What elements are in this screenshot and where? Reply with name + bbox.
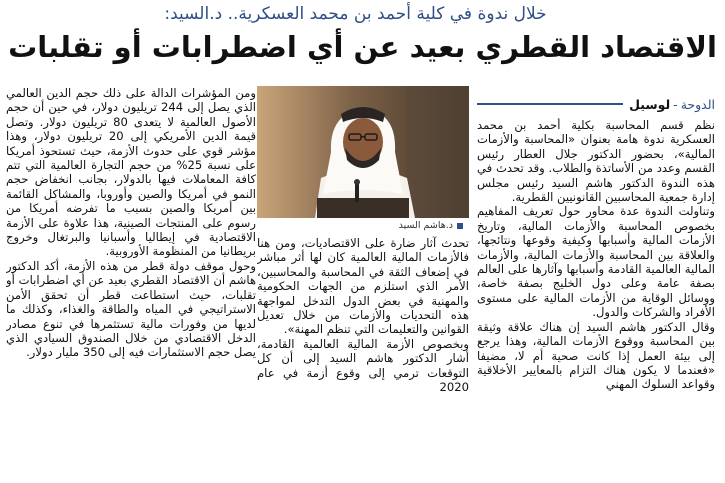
column-right-paragraph-2: وتناولت الندوة عدة محاور حول تعريف المفاهيم بخصوص المحاسبة والأزمات المالية، وتاريخ الأزمات المالية وأسبابها وكيفية وقوعها ونتائجها، والعلاقة بين المحاسبة والأزمات المالية، والأزمات المالية العالمية القادمة وأسبابها وآثارها على العالم بصفة عامة وعلى دول الخليج بصفة خاصة، ووسائل الوقاية من الأزمات المالية على مستوى الأفراد والشركات والدول. <box>477 204 715 320</box>
article-column-middle <box>257 236 469 480</box>
byline-separator: - <box>673 96 678 112</box>
column-right-paragraph-3: وقال الدكتور هاشم السيد إن هناك علاقة وثيقة بين المحاسبة ووقوع الأزمات المالية، وهذا يرجع إلى بيئة العمل إذا كانت صحية أم لا، مضيفا «فعندما لا يكون هناك التزام بالمعايير الأخلاقية وقواعد السلوك المهني <box>477 319 715 392</box>
photo-caption-text: د.هاشم السيد <box>398 220 453 231</box>
speaker-photo <box>257 86 469 218</box>
speaker-photo-illustration <box>257 86 469 218</box>
byline-source: لوسيل <box>629 96 671 112</box>
byline-place: الدوحة <box>680 96 715 112</box>
column-middle-paragraph-1: تحدث آثار ضارة على الاقتصاديات، ومن هنا فالأزمات المالية العالمية كان لها أثر مباشر في إضعاف الثقة في المحاسبة والمحاسبين، الأمر الذي استلزم من الجهات الحكومية والمهنية في بعض الدول التدخل لمواجهة هذه التحديات والأزمات من خلال تعديل القوانين والتعليمات التي تنظم المهنة». <box>257 236 469 337</box>
column-left-paragraph-1: ومن المؤشرات الدالة على ذلك حجم الدين العالمي الذي يصل إلى 244 تريليون دولار، في حين أن حجم الأصول العالمية لا يتعدى 80 تريليون دولار. وتصل قيمة الدين الأمريكي إلى 20 تريليون دولار، وهذا مؤشر قوي على حدوث الأزمة، حيث تستحوذ أمريكا على نسبة 25% من حجم التجارة العالمية التي تتم كافة المعاملات فيها بالدولار، بجانب انخفاض حجم النمو في أمريكا والصين وأوروبا، والمشاكل القائمة بين أمريكا والصين بسبب ما تفرضه أمريكا من رسوم على المنتجات الصينية، هذا علاوة على الأزمة الاقتصادية في إيطاليا وأسبانيا والبرتغال وخروج بريطانيا من المنظومة الأوروبية. <box>6 86 256 259</box>
column-right-paragraph-1: نظم قسم المحاسبة بكلية أحمد بن محمد العسكرية ندوة هامة بعنوان «المحاسبة والأزمات المالية»، بحضور الدكتور جلال العطار رئيس القسم وعدد من الأساتذة والطلاب. وقد تحدث في هذه الندوة الدكتور هاشم السيد رئيس مجلس إدارة جمعية المحاسبين القانونيين القطرية. <box>477 118 715 205</box>
column-left-paragraph-2: وحول موقف دولة قطر من هذه الأزمة، أكد الدكتور هاشم أن الاقتصاد القطري بعيد عن أي اضطرابات أو تقلبات، حيث استطاعت قطر أن تحقق الأمن الاستراتيجي في المياه والطاقة والغذاء، وكذلك ما لديها من وفورات مالية تستثمرها في تنوع مصادر الدخل الاقتصادي من خلال الصندوق السيادي الذي يصل حجم الاستثمارات فيه إلى 350 مليار دولار. <box>6 258 256 360</box>
photo-caption <box>399 220 463 231</box>
article-headline: الاقتصاد القطري بعيد عن أي اضطرابات أو تقلبات <box>8 30 717 64</box>
byline-rule <box>477 103 623 105</box>
column-middle-paragraph-2: وبخصوص الأزمة المالية العالمية القادمة، أشار الدكتور هاشم السيد إلى أن كل التوقعات ترمي إلى وقوع أزمة في عام 2020 <box>257 336 469 395</box>
article-subheadline: خلال ندوة في كلية أحمد بن محمد العسكرية.. د.السيد: <box>164 4 547 24</box>
caption-marker-icon <box>457 223 463 229</box>
article-column-left <box>6 86 256 480</box>
article-byline <box>477 94 715 114</box>
article-column-right <box>477 118 715 480</box>
